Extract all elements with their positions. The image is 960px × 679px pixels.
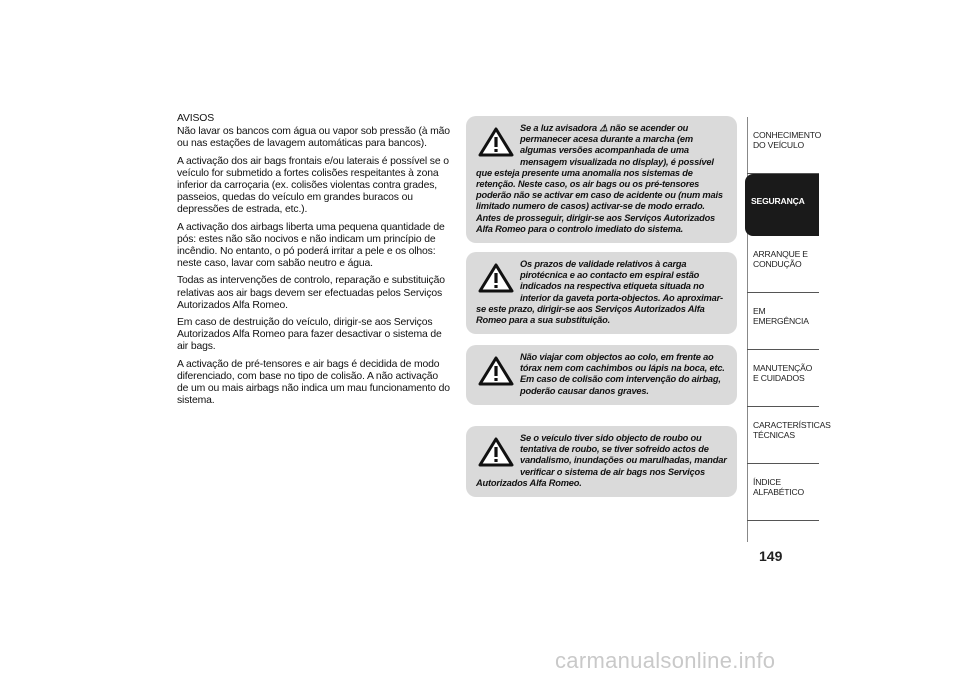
warning-triangle-icon <box>478 263 514 293</box>
warning-box <box>466 116 737 243</box>
warning-box <box>466 426 737 497</box>
warning-triangle-icon <box>478 127 514 157</box>
tab-label: CARACTERÍSTICAS TÉCNICAS <box>753 420 831 440</box>
section-heading: AVISOS <box>177 113 215 124</box>
tab-label: MANUTENÇÃO E CUIDADOS <box>753 363 813 383</box>
warning-text: Não viajar com objectos ao colo, em frente ao tórax nem com cachimbos ou lápis na boca, etc. Em caso de colisão com intervenção do airbag, poderão causar danos graves. <box>520 352 725 396</box>
tab-indice[interactable] <box>747 464 819 521</box>
watermark: carmanualsonline.info <box>555 648 776 673</box>
tab-label: CONHECIMENTO DO VEÍCULO <box>753 130 822 150</box>
tab-emergencia[interactable] <box>747 293 819 350</box>
warning-text: Se o veículo tiver sido objecto de roubo ou tentativa de roubo, se tiver sofreido actos de vandalismo, inundações ou marulhadas, mandar verificar o sistema de air bags nos Serviços Autorizados Alfa Romeo. <box>476 433 727 488</box>
paragraph: Todas as intervenções de controlo, reparação e substituição relativas aos air bags devem ser efectuadas pelos Serviços Autorizados Alfa Romeo. <box>177 275 445 311</box>
paragraph: Em caso de destruição do veículo, dirigir-se aos Serviços Autorizados Alfa Romeo para fazer desactivar o sistema de air bags. <box>177 317 442 353</box>
warning-text: Se a luz avisadora ⚠ não se acender ou permanecer acesa durante a marcha (em algumas versões acompanhada de uma mensagem visualizada no display), é possível que esteja presente uma anomalia nos sistemas de retenção. Neste caso, os air bags ou os pré-tensores poderão não se activar em caso de acidente ou (num mais limitado numero de casos) activar-se de modo errado. Antes de prosseguir, dirigir-se aos Serviços Autorizados Alfa Romeo para o controlo imediato do sistema. <box>476 123 723 234</box>
paragraph: A activação dos airbags liberta uma pequena quantidade de pós: estes não são nocivos e não indicam um princípio de incêndio. No entanto, o pó poderá irritar a pele e os olhos: neste caso, lavar com sabão neutro e água. <box>177 221 445 270</box>
section-tabs <box>747 117 831 521</box>
warning-box <box>466 252 737 334</box>
tab-arranque[interactable] <box>747 236 819 293</box>
warning-triangle-icon <box>478 437 514 467</box>
tab-label: ÍNDICE ALFABÉTICO <box>753 477 805 497</box>
paragraph: Não lavar os bancos com água ou vapor sob pressão (à mão ou nas estações de lavagem automáticas para bancos). <box>177 126 450 150</box>
paragraph: A activação de pré-tensores e air bags é decidida de modo diferenciado, com base no tipo de colisão. A não activação de um ou mais airbags não indica um mau funcionamento do sistema. <box>177 358 450 407</box>
warning-text: Os prazos de validade relativos à carga pirotécnica e ao contacto em espiral estão indicados na respectiva etiqueta situada no interior da gaveta porta-objectos. Ao aproximar-se este prazo, dirigir-se aos Serviços Autorizados Alfa Romeo para a sua substituição. <box>476 259 723 326</box>
tab-conhecimento[interactable] <box>747 117 822 174</box>
tab-label: ARRANQUE E CONDUÇÃO <box>753 249 808 269</box>
paragraph: A activação dos air bags frontais e/ou laterais é possível se o veículo for submetido a fortes colisões respeitantes à zona inferior da carroçaria (ex. colisões violentas contra grades, passeios, quedas do veículo em grandes buracos ou depressões de estrada, etc.). <box>177 155 449 216</box>
tab-label: EM EMERGÊNCIA <box>753 306 809 326</box>
tab-seguranca[interactable] <box>745 174 819 236</box>
tab-manutencao[interactable] <box>747 350 819 407</box>
tab-label: SEGURANÇA <box>751 196 805 206</box>
page-number: 149 <box>759 548 783 564</box>
main-text-column <box>177 113 452 412</box>
tab-caracteristicas[interactable] <box>747 407 831 464</box>
warning-triangle-icon <box>478 356 514 386</box>
warning-box <box>466 345 737 405</box>
